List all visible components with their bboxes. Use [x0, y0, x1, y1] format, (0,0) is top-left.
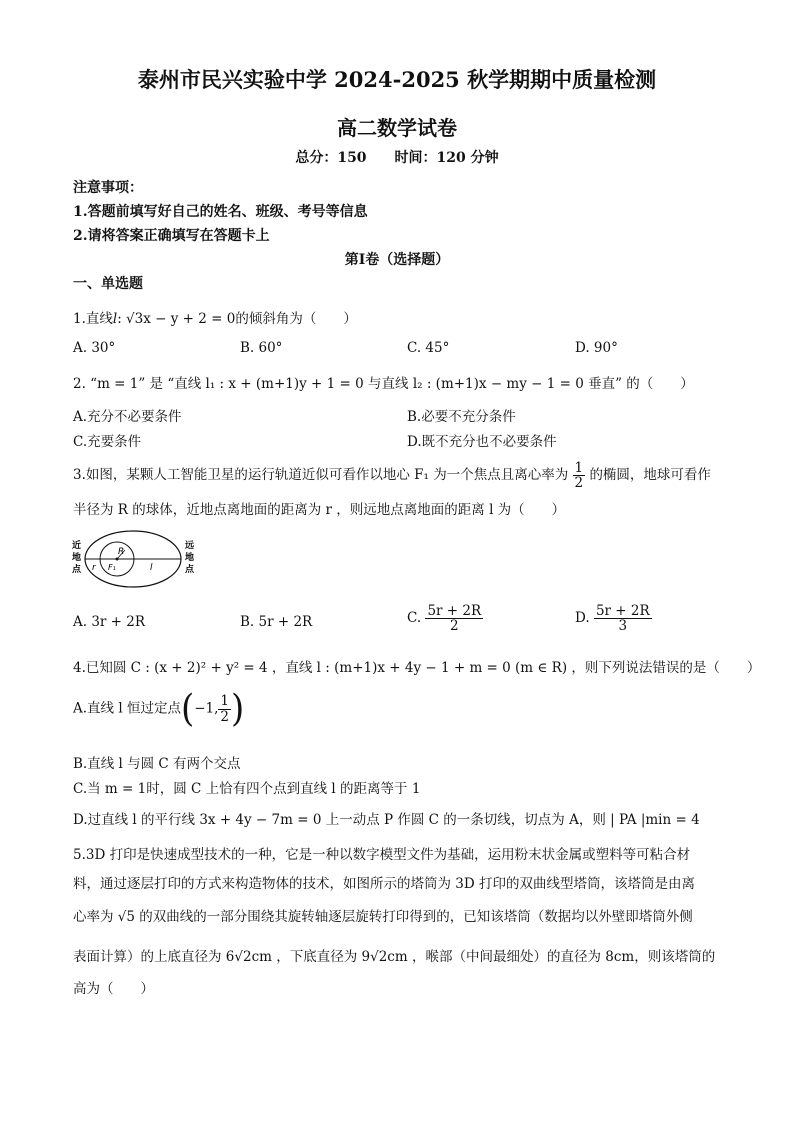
- part-title: 第Ⅰ卷（选择题）: [344, 252, 450, 268]
- question-5-line-1: 5.3D 打印是快速成型技术的一种，它是一种以数字模型文件为基础，运用粉末状金属或塑料等可粘合材: [73, 847, 691, 863]
- q4-option-a[interactable]: A.直线 l 恒过定点(−1, $\frac{1}{2}$ ): [73, 687, 245, 731]
- q1-option-d[interactable]: D. 90°: [575, 340, 618, 356]
- label-near-2: 地: [72, 553, 82, 563]
- q4-option-b[interactable]: B.直线 l 与圆 C 有两个交点: [73, 756, 241, 772]
- q2-option-a[interactable]: A.充分不必要条件: [73, 409, 182, 425]
- exam-subtitle: 高二数学试卷: [337, 116, 457, 140]
- question-2: 2. “m = 1” 是 “直线 l₁ : x + (m+1)y + 1 = 0 与直线 l₂ : (m+1)x − my − 1 = 0 垂直” 的（ ）: [73, 376, 694, 392]
- note-item: 1.答题前填写好自己的姓名、班级、考号等信息: [73, 204, 368, 220]
- note-item: 2.请将答案正确填写在答题卡上: [73, 228, 270, 244]
- q3-option-a[interactable]: A. 3r + 2R: [73, 614, 146, 630]
- label-l: l: [150, 563, 153, 573]
- label-far-2: 地: [185, 553, 195, 563]
- label-near-1: 近: [72, 541, 82, 551]
- label-far-3: 点: [185, 565, 195, 575]
- notes-heading: 注意事项：: [73, 180, 143, 196]
- orbit-figure: [70, 527, 200, 591]
- q3-option-d[interactable]: D. $\frac{5r + 2R}{3}$: [575, 603, 650, 635]
- q2-option-d[interactable]: D.既不充分也不必要条件: [407, 434, 557, 450]
- q1-option-c[interactable]: C. 45°: [407, 340, 450, 356]
- label-near-3: 点: [72, 565, 82, 575]
- question-3-line-2: 半径为 R 的球体，近地点离地面的距离为 r ，则远地点离地面的距离 l 为（ ）: [73, 502, 566, 518]
- focus-point: [116, 558, 119, 561]
- q2-option-c[interactable]: C.充要条件: [73, 434, 142, 450]
- label-F1: F₁: [108, 563, 116, 572]
- question-1: 1.直线l: √3x − y + 2 = 0的倾斜角为（ ）: [73, 311, 357, 327]
- question-5-line-2: 料，通过逐层打印的方式来构造物体的技术，如图所示的塔筒为 3D 打印的双曲线型塔筒，该塔筒是由离: [73, 876, 695, 892]
- q1-option-b[interactable]: B. 60°: [240, 340, 283, 356]
- q4-option-d[interactable]: D.过直线 l 的平行线 3x + 4y − 7m = 0 上一动点 P 作圆 C 的一条切线，切点为 A，则 | PA |min = 4: [73, 812, 700, 828]
- question-5-line-4: 表面计算）的上底直径为 6√2cm ，下底直径为 9√2cm ，喉部（中间最细处）的直径为 8cm，则该塔筒的: [73, 949, 716, 965]
- exam-title: 泰州市民兴实验中学 2024-2025 秋学期期中质量检测: [137, 67, 657, 92]
- question-5-line-3: 心率为 √5 的双曲线的一部分围绕其旋转轴逐层旋转打印得到的，已知该塔筒（数据均以外壁即塔筒外侧: [73, 909, 693, 925]
- label-R: R: [118, 547, 125, 557]
- q1-option-a[interactable]: A. 30°: [73, 340, 116, 356]
- q3-option-c[interactable]: C. $\frac{5r + 2R}{2}$: [407, 603, 482, 635]
- q2-option-b[interactable]: B.必要不充分条件: [407, 409, 516, 425]
- question-3-line-1: 3.如图，某颗人工智能卫星的运行轨道近似可看作以地心 F₁ 为一个焦点且离心率为 $\frac{1}{2}$ 的椭圆，地球可看作: [73, 460, 711, 492]
- question-4: 4.已知圆 C : (x + 2)² + y² = 4 ，直线 l : (m+1)x + 4y − 1 + m = 0 (m ∈ R) ，则下列说法错误的是（ ）: [73, 660, 761, 676]
- q3-option-b[interactable]: B. 5r + 2R: [240, 614, 313, 630]
- fraction-one-half: $\frac{1}{2}$: [574, 460, 584, 492]
- question-5-line-5: 高为（ ）: [73, 981, 154, 997]
- label-far-1: 远: [185, 541, 195, 551]
- section-heading: 一、单选题: [73, 276, 143, 292]
- q4-option-c[interactable]: C.当 m = 1时，圆 C 上恰有四个点到直线 l 的距离等于 1: [73, 781, 421, 797]
- label-r: r: [92, 563, 96, 573]
- exam-meta: 总分：150 时间：120 分钟: [295, 150, 499, 166]
